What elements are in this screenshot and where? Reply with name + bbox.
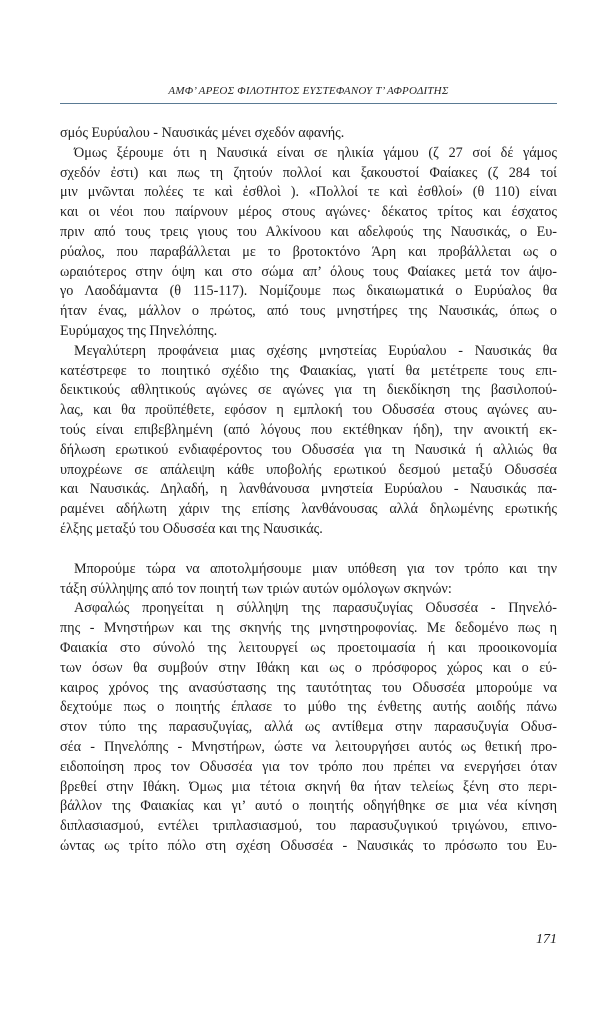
paragraph [60, 124, 557, 144]
text-line: βάλλον της Φαιακίας και γι’ αυτό ο ποιητής οδηγήθηκε σε μια νέα κίνηση [60, 798, 557, 815]
paragraph [60, 560, 557, 600]
text-line: τούς είναι επιβεβλημένη (από λόγους που εκτέθηκαν ήδη), την ανοικτή εκ- [60, 421, 557, 438]
text-line: Όμως ξέρουμε ότι η Ναυσικά είναι σε ηλικία γάμου (ζ 27 σοί δέ γάμος [74, 144, 557, 161]
text-line: Φαιακία στο σύνολό της λειτουργεί ως προετοιμασία ή και προοικονομία [60, 639, 557, 656]
text-line: Μεγαλύτερη προφάνεια μιας σχέσης μνηστείας Ευρύαλου - Ναυσικάς θα [74, 342, 557, 359]
text-line: βρεθεί στην Ιθάκη. Όμως μια τέτοια σκηνή θα ήταν τελείως ξένη στο περι- [60, 778, 557, 795]
text-line: υποχρέωνε σε απάλειψη κάθε υποβολής ερωτικού δεσμού μεταξύ Οδυσσέα [60, 461, 557, 478]
text-line: και Ναυσικάς. Δηλαδή, η λανθάνουσα μνηστεία Ευρύαλου - Ναυσικάς πα- [60, 481, 557, 498]
text-line: στον τύπο της παρασυζυγίας, αλλά ως αντίθεμα στην παρασυζυγία Οδυσ- [60, 719, 557, 736]
text-line: ώντας ως τρίτο πόλο στη σχέση Οδυσσέα - Ναυσικάς το πρόσωπο του Ευ- [60, 837, 557, 854]
text-line: μιν μνῶνται πολέες τε καὶ ἐσθλοὶ ). «Πολλοί τε καὶ ἐσθλοί» (θ 110) είναι [60, 184, 557, 201]
text-line: ειδοποίηση προς τον Οδυσσέα για τον τρόπο που πρέπει να ενεργήσει όταν [60, 758, 557, 775]
text-line: ωραιότερος στην όψη και στο σώμα απ’ όλους τους Φαίακες μετά τον άψο- [60, 263, 557, 280]
text-line: πης - Μνηστήρων και της σκηνής της μνηστηροφονίας. Με δεδομένο πως η [60, 620, 557, 637]
text-line: δήλωση ερωτικού ενδιαφέροντος του Οδυσσέα για τη Ναυσικά ή αλλιώς θα [60, 441, 557, 458]
text-line: των όσων θα συμβούν στην Ιθάκη και ως ο πρόσφορος χώρος και ο εύ- [60, 659, 557, 676]
text-line: σχεδόν ἐστι) και πως τη ζητούν πολλοί και ξακουστοί Φαίακες (ζ 284 τοί [60, 164, 557, 181]
text-line: τάξη σύλληψης από τον ποιητή των τριών αυτών ομόλογων σκηνών: [60, 580, 452, 597]
text-line: Μπορούμε τώρα να αποτολμήσουμε μιαν υπόθεση για τον τρόπο και την [74, 560, 557, 577]
text-line: γο Λαοδάμαντα (θ 115-117). Νομίζουμε πως δικαιωματικά ο Ευρύαλος θα [60, 283, 557, 300]
text-line: Ευρύμαχος της Πηνελόπης. [60, 322, 218, 339]
running-head: ΑΜΦ’ ΑΡΕΟΣ ΦΙΛΟΤΗΤΟΣ ΕΥΣΤΕΦΑΝΟΥ Τ’ ΑΦΡΟΔΙΤΗΣ [168, 85, 449, 97]
paragraph [60, 599, 557, 856]
text-line: δεικτικούς αθλητικούς αγώνες σε αγώνες για τη διεκδίκηση της βασιλοπού- [60, 382, 557, 399]
text-line: και οι νέοι που παίρνουν μέρος στους αγώνες· δέκατος τρίτος και έσχατος [60, 204, 557, 221]
text-line: δεχτούμε πως ο ποιητής έπλασε το μύθο της ένθετης αυτής αοιδής πάνω [60, 699, 557, 716]
text-line: λας, και θα προϋπέθετε, εφόσον η εμπλοκή του Οδυσσέα στους αγώνες αυ- [60, 402, 557, 419]
text-line: σμός Ευρύαλου - Ναυσικάς μένει σχεδόν αφανής. [60, 125, 345, 141]
header-rule [60, 103, 557, 104]
text-line: ρύαλος, που παραβάλλεται με το βροτοκτόνο Άρη και προβάλλεται ως ο [60, 243, 557, 260]
text-line: ραμένει αδήλωτη χάριν της επίσης λανθάνουσας αλλά δηλωμένης ερωτικής [60, 501, 557, 518]
text-line: ήταν ένας, μάλλον ο πρώτος, από τους μνηστήρες της Ναυσικάς, όπως ο [60, 303, 557, 320]
paragraph [60, 144, 557, 342]
text-line: κατέστρεφε το ποιητικό σχέδιο της Φαιακίας, γιατί θα μετέτρεπε τους επι- [60, 362, 557, 379]
paragraph [60, 342, 557, 540]
text-line: καιρος χρόνος της ανασύστασης της ταυτότητας του Οδυσσέα μπορούμε να [60, 679, 557, 696]
text-line: σέα - Πηνελόπης - Μνηστήρων, ώστε να λειτουργήσει αυτός ως θετική προ- [60, 738, 557, 755]
section-gap [60, 540, 557, 560]
text-line: έλξης μεταξύ του Οδυσσέα και της Ναυσικάς. [60, 520, 323, 537]
text-line: Ασφαλώς προηγείται η σύλληψη της παρασυζυγίας Οδυσσέα - Πηνελό- [74, 600, 557, 617]
text-line: διπλασιασμού, εντέλει τριπλασιασμού, του παρασυζυγικού τριγώνου, επινο- [60, 818, 557, 835]
body-text [60, 124, 557, 857]
page-number: 171 [536, 932, 557, 947]
text-line: πριν από τους τρεις γιους του Αλκίνοου και αδελφούς της Ναυσικάς, ο Ευ- [60, 223, 557, 240]
